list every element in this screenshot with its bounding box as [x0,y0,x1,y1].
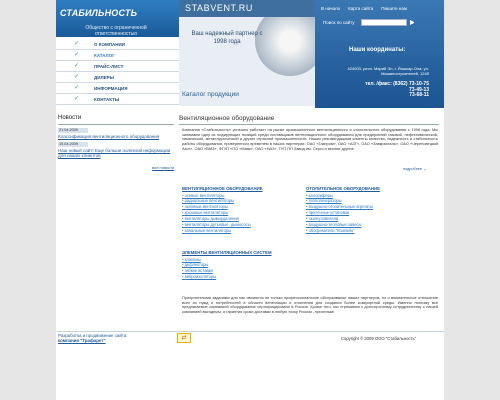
slogan: Ваш надежный партнер с 1998 года [191,31,263,45]
category-link[interactable]: • гибкие вставки [182,268,272,274]
category-link[interactable]: • вентиляторы дымоудаления [182,216,263,222]
news-heading: Новости [58,115,82,121]
address: 424003, респ. Марий Эл, г. Йошкар-Ола, ул. Машиностроителей, 124б [347,66,429,76]
category-link[interactable]: • крышные вентиляторы [182,210,263,216]
menu-item-label: О КОМПАНИИ [94,42,125,47]
search-submit-icon[interactable] [410,20,416,25]
phone-line: тел. /факс: (8362) 73-10-75 [365,81,429,87]
developer-link[interactable]: компания "Трафарет" [58,338,106,343]
menu-item-contacts[interactable] [56,94,179,105]
header-contacts [315,0,444,108]
checkmark-icon: ✓ [74,63,80,69]
top-links [321,6,441,14]
page-title: Вентиляционное оборудование [179,115,275,122]
phone-line: 73-68-11 [409,92,429,99]
developer-credit [58,333,127,343]
category-link[interactable]: • воздушно-отопительные агрегаты [306,204,380,210]
logo[interactable] [56,0,179,37]
category-link[interactable]: • обогреватели "Ксилайн" [306,228,380,234]
category-title[interactable]: ЭЛЕМЕНТЫ ВЕНТИЛЯЦИОННЫХ СИСТЕМ [182,250,272,255]
search-input[interactable] [361,19,407,26]
menu-item-pricelist[interactable] [56,61,179,72]
category-link[interactable]: • дефлекторы [182,262,272,268]
header-banner [179,0,315,85]
title-divider [179,124,439,125]
category-link[interactable]: • приточные установки [306,210,380,216]
more-link[interactable]: подробнее → [403,167,427,171]
phones [321,82,429,99]
menu-item-label: ИНФОРМАЦИЯ [94,86,128,91]
category-link[interactable]: • вентиляторы дутьевые, дымососы [182,222,263,228]
category-link[interactable]: • канальные вентиляторы [182,228,263,234]
search-label: Поиск по сайту [323,20,355,25]
checkmark-icon: ✓ [74,96,80,102]
rss-icon[interactable]: ⇄ [177,333,191,343]
sitemap-link[interactable]: Карта сайта [348,6,374,11]
phone-line: 73-49-13 [408,86,429,93]
catalog-title[interactable]: Каталог продукции [179,85,315,106]
news-link[interactable]: Наш новый сайт! Еще больше полезной информации для наших клиентов [58,148,171,158]
category-link[interactable]: • виброизоляторы [182,274,272,280]
category-link[interactable]: • радиальные вентиляторы [182,198,263,204]
menu-item-dealers[interactable] [56,72,179,83]
menu-item-about[interactable] [56,39,179,50]
all-news-link[interactable]: все новости [152,165,175,170]
category-link[interactable]: • калориферы [306,193,380,199]
site-name: STABVENT.RU [179,0,315,17]
menu-item-label: ДИЛЕРЫ [94,75,115,80]
checkmark-icon: ✓ [74,52,80,58]
developer-label: Разработка и продвижение сайта: [58,333,128,338]
menu-item-label: КОНТАКТЫ [94,97,120,102]
coords-title: Наши координаты: [349,47,406,53]
category-heating [306,186,380,234]
page-container [56,0,444,400]
copyright: Copyright © 2009 ООО "Стабильность" [341,336,417,341]
contact-us-link[interactable]: Пишите нам [381,6,407,11]
category-link[interactable]: • пылевые вентиляторы [182,204,263,210]
checkmark-icon: ✓ [74,85,80,91]
logo-name: СТАБИЛЬНОСТЬ [60,8,138,18]
category-link[interactable]: • осевые вентиляторы [182,193,263,199]
main-menu [56,37,179,108]
home-link[interactable]: В начало [321,6,341,11]
menu-item-label: ПРАЙС-ЛИСТ [94,64,124,69]
category-link[interactable]: • пылеуловители [306,216,380,222]
category-link[interactable]: • клапаны [182,257,272,263]
category-link[interactable]: • теплогенераторы [306,198,380,204]
category-title[interactable]: ВЕНТИЛЯЦИОННОЕ ОБОРУДОВАНИЕ [182,186,263,191]
checkmark-icon: ✓ [74,74,80,80]
category-title[interactable]: ОТОПИТЕЛЬНОЕ ОБОРУДОВАНИЕ [306,186,380,191]
news-link[interactable]: Классификация вентиляционного оборудования [58,134,160,139]
news-divider [58,124,174,125]
category-ventilation [182,186,263,234]
category-elements [182,250,272,280]
logo-subtitle: Общество с ограниченной ответственностью [85,25,147,37]
priority-text: Приоритетными задачами для нас являются не только профессиональное обслуживание наших партнеров, но и внимательное отношение всех их нужд и потребностей в области вентиляции и отопления для создания более комфортной среды. Именно поэтому все предлагаемое компанией оборудование сертифицировано в России. Кроме того, мы стремимся к долгосрочному сотрудничеству с нашей компанией выгодным, а гарантия сроки доставки в любую точку России - приятным! [182,295,438,315]
menu-item-catalog[interactable] [56,50,179,61]
checkmark-icon: ✓ [74,41,80,47]
news-date: 10.04.2009 [58,142,88,147]
menu-item-info[interactable] [56,83,179,94]
category-link[interactable]: • воздушно-тепловые завесы [306,222,380,228]
menu-item-label: КАТАЛОГ [94,53,115,58]
news-date: 21.04.2009 [58,128,88,133]
intro-text: Компания «Стабильность» успешно работает на рынке промышленного вентиляционного и отопительного оборудования с 1998 года. Мы занимаем одну из лидирующих позиций среди поставщиков вентиляционного оборудования для предприятий газовой, нефтехимической, химической, металлургической и других отраслей промышленности. Наших рекомендациям клиенты качество, надежность и стабильность работы оборудования, проверенного временем в наших партнерах: ОАО «Газпром», ОАО «АЗТ», ОАО «Завкрасталь», ОАО «Череповецкий Азот», ОАО «ВМЗ», ФГУП «ПО «Маяк», ОАО «НАЗ», ГУП ПП Завод им. Серго и многие другие. [182,127,438,151]
